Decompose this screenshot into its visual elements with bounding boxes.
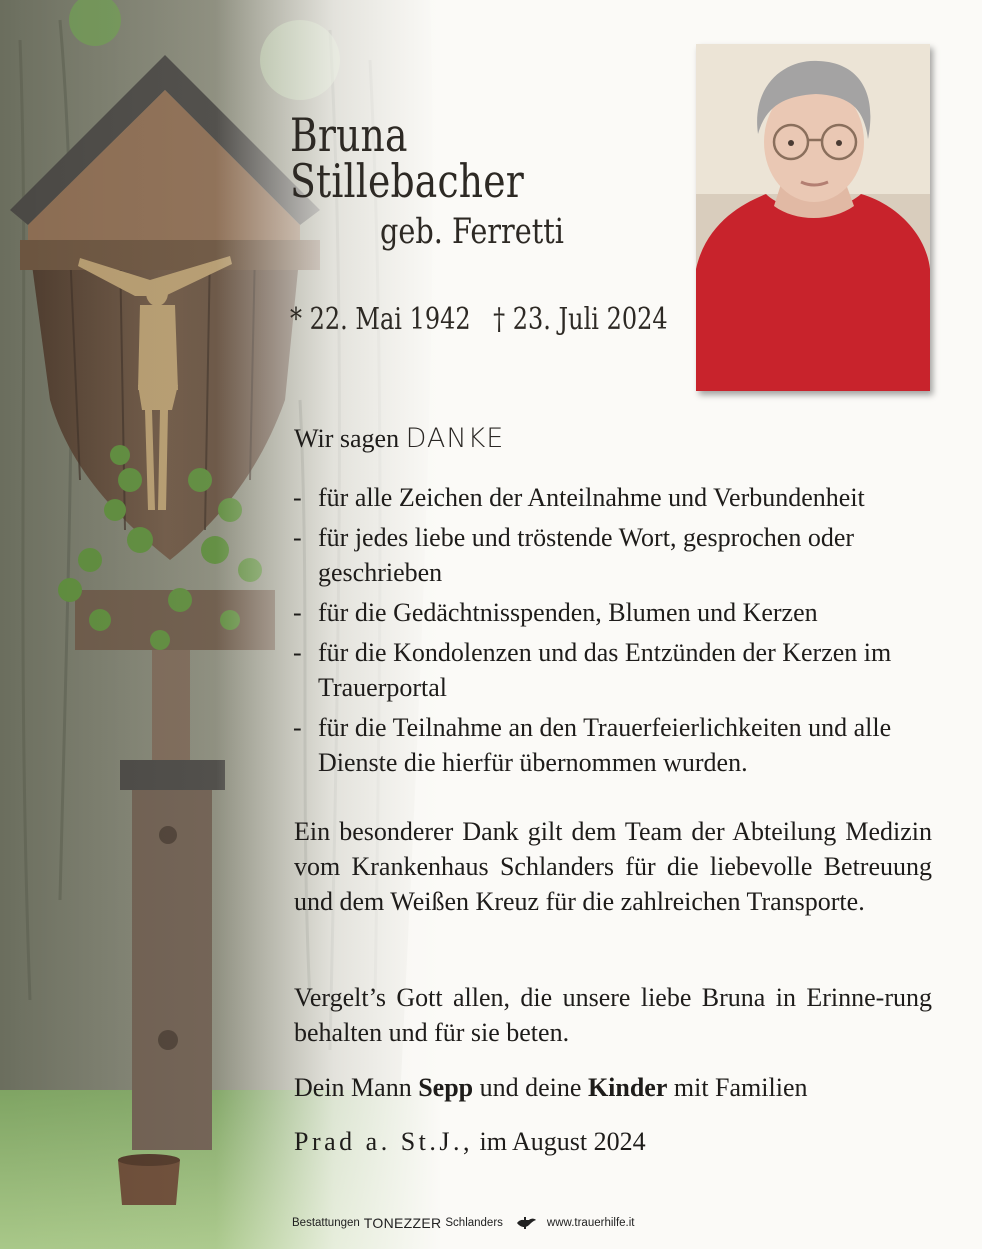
danke-word: DANKE: [405, 423, 505, 454]
footer-prefix: Bestattungen: [292, 1217, 360, 1229]
list-item-text: für die Kondolenzen und das Entzünden der Kerzen im Trauerportal: [318, 638, 892, 702]
list-item: [291, 520, 936, 590]
vergelts-gott-paragraph: Vergelt’s Gott allen, die unsere liebe Bruna in Erinne-rung behalten und für sie beten.: [294, 983, 932, 1047]
footer-website: www.trauerhilfe.it: [546, 1217, 635, 1229]
signature-children: Kinder: [587, 1073, 668, 1102]
deceased-name: Bruna Stillebacher: [290, 108, 524, 208]
death-date: † 23. Juli 2024: [493, 302, 668, 337]
list-item: [291, 710, 936, 780]
footer: [292, 1215, 972, 1231]
list-item-text: für jedes liebe und tröstende Wort, gesprochen oder geschrieben: [318, 523, 855, 587]
list-item: [291, 635, 936, 705]
list-bullet: -: [293, 483, 302, 512]
place: Prad a. St.J.,: [294, 1127, 473, 1156]
life-dates: [290, 302, 668, 337]
birth-date: * 22. Mai 1942: [290, 302, 471, 337]
date: im August 2024: [479, 1127, 646, 1156]
list-bullet: -: [293, 638, 302, 667]
thanks-heading: [294, 423, 504, 454]
signature-middle: und deine: [479, 1073, 582, 1102]
list-bullet: -: [293, 523, 302, 552]
thanks-list: [291, 480, 936, 785]
special-thanks-paragraph: Ein besonderer Dank gilt dem Team der Abteilung Medizin vom Krankenhaus Schlanders für die liebevolle Betreuung und dem Weißen Kreuz für die zahlreichen Transporte.: [294, 817, 932, 916]
list-item-text: für alle Zeichen der Anteilnahme und Verbundenheit: [318, 483, 865, 512]
list-item: [291, 480, 936, 515]
family-signature: [294, 1070, 932, 1105]
list-item-text: für die Gedächtnisspenden, Blumen und Kerzen: [318, 598, 818, 627]
footer-firm: TONEZZER: [363, 1215, 442, 1231]
list-bullet: -: [293, 713, 302, 742]
signature-prefix: Dein Mann: [294, 1073, 412, 1102]
list-bullet: -: [293, 598, 302, 627]
list-item: [291, 595, 936, 630]
portrait-photo: [696, 44, 930, 391]
signature-suffix: mit Familien: [673, 1073, 808, 1102]
signature-husband: Sepp: [418, 1073, 474, 1102]
thanks-intro-text: Wir sagen: [294, 424, 400, 453]
place-date: [294, 1127, 646, 1157]
list-item-text: für die Teilnahme an den Trauerfeierlichkeiten und alle Dienste die hierfür übernommen wurden.: [318, 713, 892, 777]
portrait-woman-image: [696, 44, 930, 391]
dove-cross-icon: [515, 1216, 537, 1230]
maiden-name: geb. Ferretti: [380, 212, 564, 252]
footer-town: Schlanders: [445, 1217, 503, 1229]
